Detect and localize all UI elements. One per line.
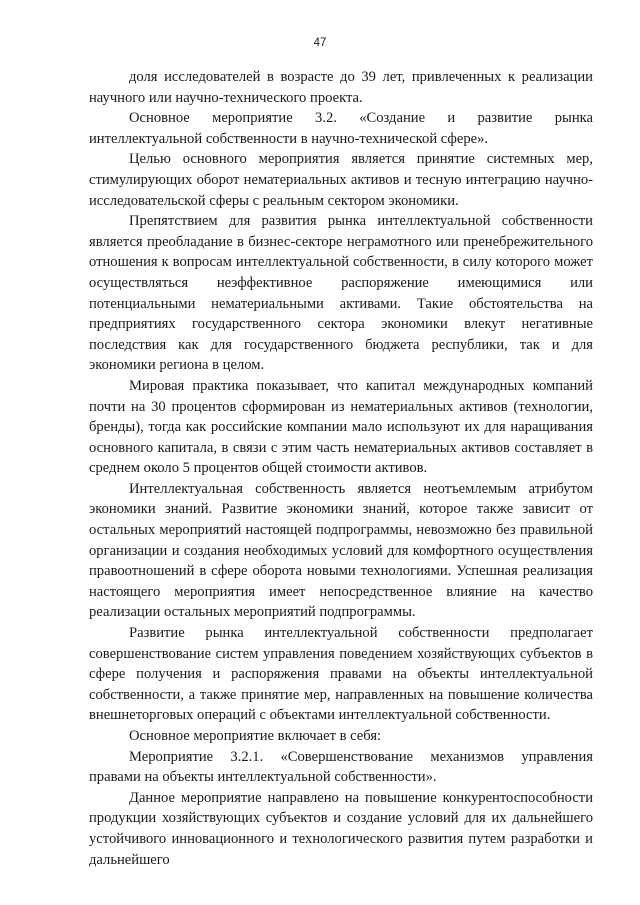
paragraph-main-activity-3-2-title: Основное мероприятие 3.2. «Создание и развитие рынка интеллектуальной собственности в научно-технической сфере». (89, 110, 593, 147)
paragraph-includes: Основное мероприятие включает в себя: (129, 728, 382, 744)
paragraph-obstacles: Препятствием для развития рынка интеллектуальной собственности является преобладание в бизнес-секторе неграмотного или пренебрежительного отношения к вопросам интеллектуальной собственности, в силу которого может осуществляться неэффективное распоряжение имеющимися или потенциальными нематериальными активами. Такие обстоятельства на предприятиях государственного сектора экономики влекут негативные последствия как для государственного бюджета республики, так и для экономики региона в целом. (89, 213, 593, 374)
paragraph-activity-goal: Целью основного мероприятия является принятие системных мер, стимулирующих оборот нематериальных активов и тесную интеграцию научно-исследовательской сферы с реальным сектором экономики. (89, 151, 593, 209)
document-body (89, 67, 593, 870)
paragraph-researchers-share: доля исследователей в возрасте до 39 лет, привлеченных к реализации научного или научно-технического проекта. (89, 69, 593, 106)
page-number: 47 (313, 37, 327, 49)
paragraph-market-development: Развитие рынка интеллектуальной собственности предполагает совершенствование систем управления поведением хозяйствующих субъектов в сфере получения и распоряжения правами на объекты интеллектуальной собственности, а также принятие мер, направленных на повышение количества внешнеторговых операций с объектами интеллектуальной собственности. (89, 625, 593, 724)
paragraph-activity-3-2-1-title: Мероприятие 3.2.1. «Совершенствование механизмов управления правами на объекты интеллектуальной собственности». (89, 748, 593, 786)
paragraph-world-practice: Мировая практика показывает, что капитал международных компаний почти на 30 процентов сформирован из нематериальных активов (технологии, бренды), тогда как российские компании мало используют их для наращивания основного капитала, в связи с этим часть нематериальных активов составляет в среднем около 5 процентов общей стоимости активов. (89, 377, 593, 477)
paragraph-knowledge-economy: Интеллектуальная собственность является неотъемлемым атрибутом экономики знаний. Развитие экономики знаний, которое также зависит от остальных мероприятий настоящей подпрограммы, невозможно без правильной организации и создания необходимых условий для комфортного осуществления правоотношений в сфере оборота новыми технологиями. Успешная реализация настоящего мероприятия имеет непосредственное влияние на качество реализации остальных мероприятий подпрограммы. (89, 480, 593, 621)
paragraph-activity-aim: Данное мероприятие направлено на повышение конкурентоспособности продукции хозяйствующих субъектов и создание условий для их дальнейшего устойчивого инновационного и технологического развития путем разработки и дальнейшего (89, 789, 593, 868)
